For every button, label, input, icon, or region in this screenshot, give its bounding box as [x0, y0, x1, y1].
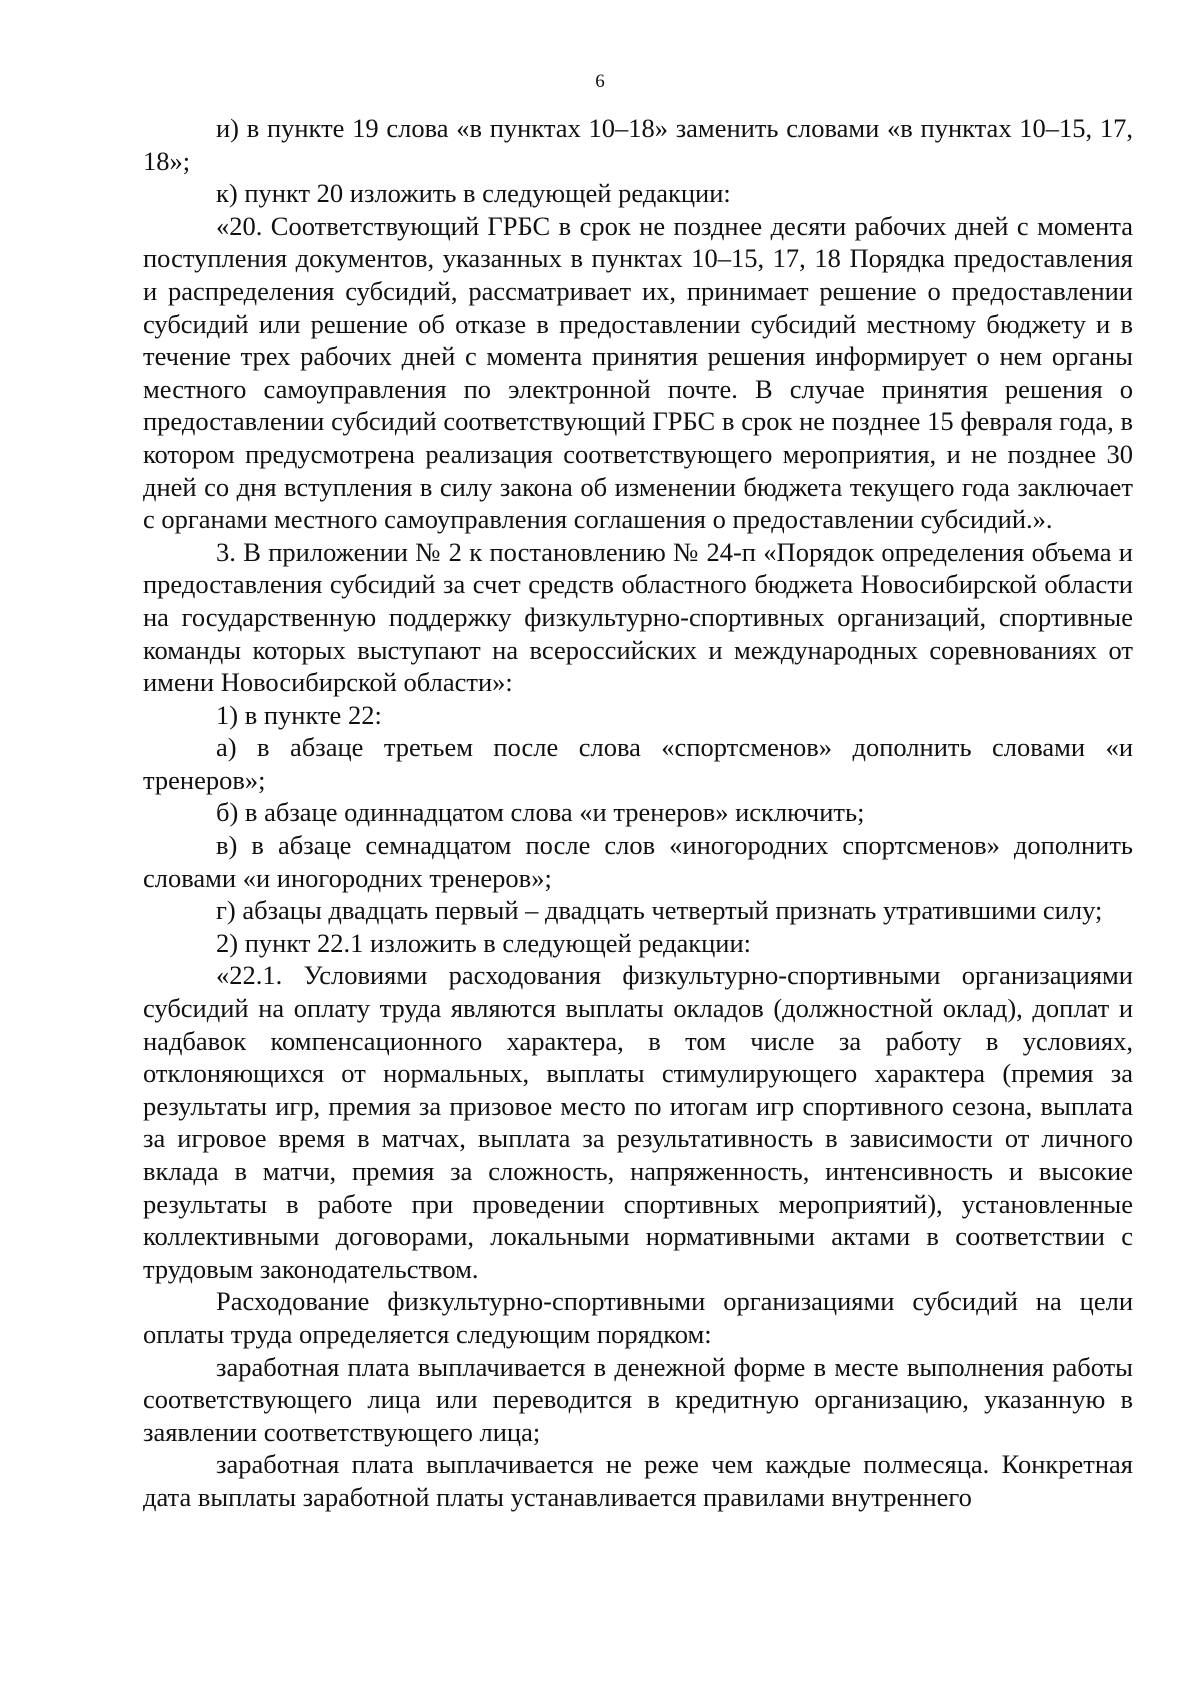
paragraph-b: б) в абзаце одиннадцатом слова «и тренеров» исключить; — [216, 797, 865, 828]
paragraph-salary-form: заработная плата выплачивается в денежной форме в месте выполнения работы соответствующего лица или переводится в кредитную организацию, указанную в заявлении соответствующего лица; — [143, 1351, 1133, 1447]
paragraph-point-20: «20. Соответствующий ГРБС в срок не позднее десяти рабочих дней с момента поступления документов, указанных в пунктах 10–15, 17, 18 Порядка предоставления и распределения субсидий, рассматривает их, принимает решение о предоставлении субсидий или решение об отказе в предоставлении субсидий местному бюджету и в течение трех рабочих дней с момента принятия решения информирует о нем органы местного самоуправления по электронной почте. В случае принятия решения о предоставлении субсидий соответствующий ГРБС в срок не позднее 15 февраля года, в котором предусмотрена реализация соответствующего мероприятия, и не позднее 30 дней со дня вступления в силу закона об изменении бюджета текущего года заключает с органами местного самоуправления соглашения о предоставлении субсидий.». — [143, 210, 1133, 535]
paragraph-spending-order: Расходование физкультурно-спортивными организациями субсидий на цели оплаты труда определяется следующим порядком: — [143, 1286, 1133, 1349]
paragraph-subpoint-1: 1) в пункте 22: — [216, 699, 382, 730]
paragraph-section-3: 3. В приложении № 2 к постановлению № 24-п «Порядок определения объема и предоставления субсидий за счет средств областного бюджета Новосибирской области на государственную поддержку физкультурно-спортивных организаций, спортивные команды которых выступают на всероссийских и международных соревнованиях от имени Новосибирской области»: — [143, 536, 1133, 698]
paragraph-k: к) пункт 20 изложить в следующей редакции: — [216, 178, 731, 209]
paragraph-point-22-1: «22.1. Условиями расходования физкультурно-спортивными организациями субсидий на оплату труда являются выплаты окладов (должностной оклад), доплат и надбавок компенсационного характера, в том числе за работу в условиях, отклоняющихся от нормальных, выплаты стимулирующего характера (премия за результаты игр, премия за призовое место по итогам игр спортивного сезона, выплата за игровое время в матчах, выплата за результативность в зависимости от личного вклада в матчи, премия за сложность, напряженность, интенсивность и высокие результаты в работе при проведении спортивных мероприятий), установленные коллективными договорами, локальными нормативными актами в соответствии с трудовым законодательством. — [143, 960, 1133, 1284]
paragraph-subpoint-2: 2) пункт 22.1 изложить в следующей редакции: — [216, 927, 752, 958]
paragraph-a: а) в абзаце третьем после слова «спортсменов» дополнить словами «и тренеров»; — [143, 732, 1133, 795]
document-body — [143, 112, 1133, 1514]
page-number: 6 — [595, 71, 605, 92]
paragraph-g: г) абзацы двадцать первый – двадцать четвертый признать утратившими силу; — [216, 895, 1103, 926]
paragraph-salary-frequency: заработная плата выплачивается не реже чем каждые полмесяца. Конкретная дата выплаты заработной платы устанавливается правилами внутреннего — [143, 1449, 1133, 1512]
paragraph-i: и) в пункте 19 слова «в пунктах 10–18» заменить словами «в пунктах 10–15, 17, 18»; — [143, 113, 1133, 176]
paragraph-v: в) в абзаце семнадцатом после слов «иногородних спортсменов» дополнить словами «и иногородних тренеров»; — [143, 830, 1133, 893]
